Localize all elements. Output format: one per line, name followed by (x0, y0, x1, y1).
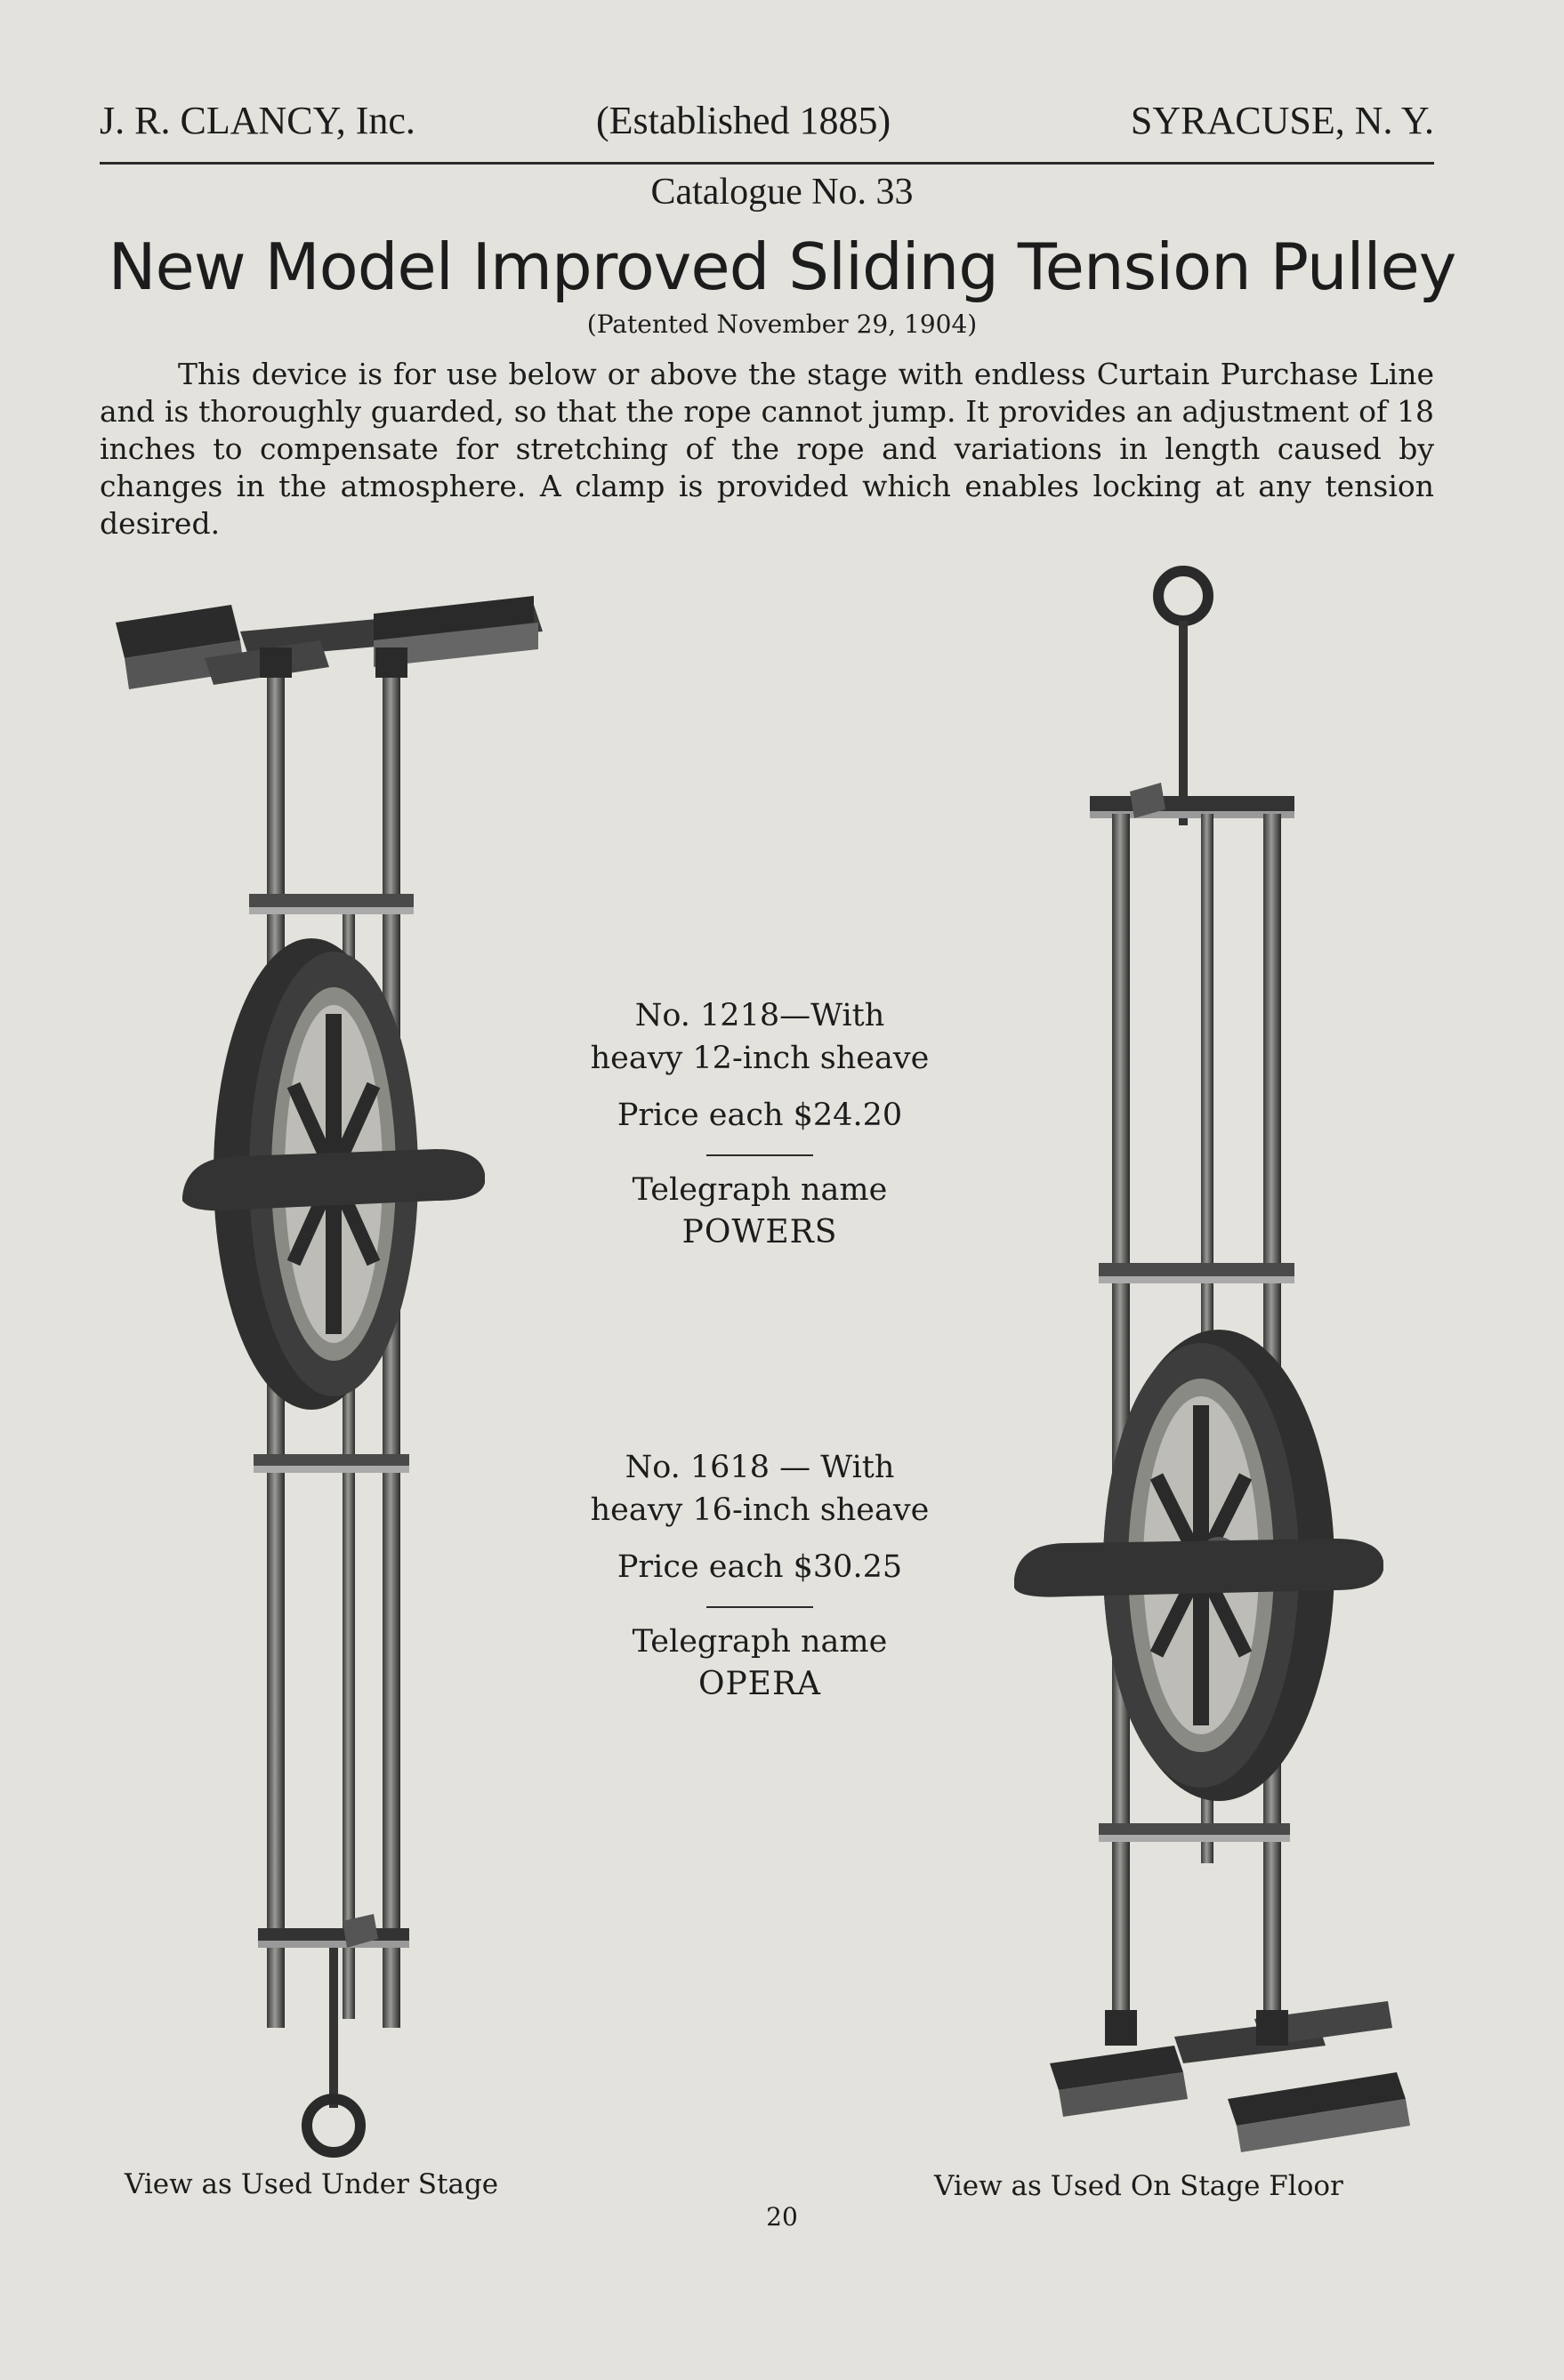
header-rule (100, 162, 1434, 165)
divider (706, 1606, 813, 1608)
product-price: Price each $24.20 (617, 1098, 903, 1133)
product-sheave: heavy 12-inch sheave (590, 1041, 930, 1076)
telegraph-name: OPERA (697, 1666, 822, 1702)
product-sheave: heavy 16-inch sheave (590, 1492, 930, 1528)
company-city: SYRACUSE, N. Y. (1130, 99, 1434, 142)
product-number: No. 1218—With (634, 998, 885, 1033)
company-name: J. R. CLANCY, Inc. (100, 99, 415, 142)
running-header (100, 98, 1434, 160)
telegraph-name: POWERS (681, 1214, 838, 1250)
pulley-stage-floor-illustration (996, 560, 1459, 2161)
product-price: Price each $30.25 (617, 1549, 903, 1585)
product-number: No. 1618 — With (625, 1450, 895, 1485)
product-1618 (564, 1446, 955, 1706)
pulley-under-stage-illustration (107, 587, 569, 2170)
page-title: New Model Improved Sliding Tension Pulley (108, 229, 1456, 304)
product-description: This device is for use below or above the stage with endless Curtain Purchase Line and is thoroughly guarded, so that the rope cannot jump. It provides an adjustment of 18 inches to compensate for stretching of the rope and variations in length caused by changes in the atmosphere. A clamp is provided which enables locking at any tension desired. (100, 357, 1434, 541)
patent-note: (Patented November 29, 1904) (586, 310, 978, 339)
caption-stage-floor: View as Used On Stage Floor (934, 2170, 1343, 2202)
telegraph-label: Telegraph name (632, 1624, 888, 1660)
divider (706, 1154, 813, 1156)
established-note: (Established 1885) (596, 99, 891, 142)
product-1218 (564, 994, 955, 1254)
page-number: 20 (766, 2202, 798, 2231)
catalogue-number: Catalogue No. 33 (650, 172, 914, 213)
telegraph-label: Telegraph name (632, 1172, 888, 1208)
caption-under-stage: View as Used Under Stage (125, 2168, 499, 2200)
